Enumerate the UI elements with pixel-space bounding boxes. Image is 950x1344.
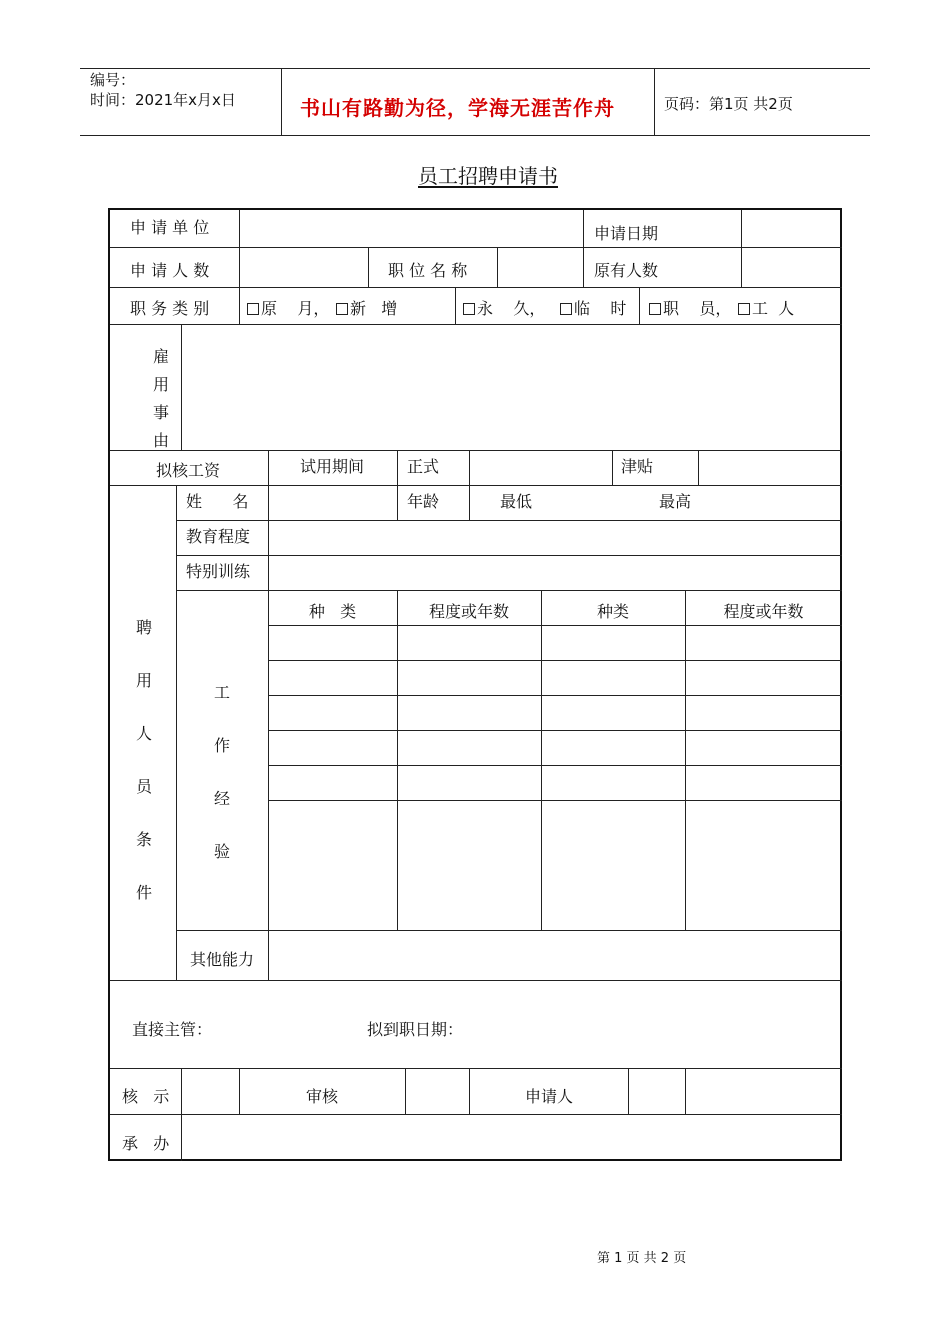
age-min-label: 最低 [500, 492, 533, 511]
special-training-label: 特别训练 [186, 562, 251, 581]
page-footer: 第 1 页 共 2 页 [597, 1251, 687, 1266]
review-label: 审核 [306, 1087, 339, 1106]
checkbox-permanent[interactable]: 永 久， [463, 299, 545, 319]
handler-label: 承 办 [122, 1134, 170, 1153]
original-count-label: 原有人数 [594, 261, 659, 280]
allowance-label: 津贴 [621, 457, 654, 476]
checkbox-worker[interactable]: 工 人 [738, 299, 794, 319]
application-form [108, 208, 842, 1161]
checkbox-icon [247, 303, 259, 315]
apply-date-label: 申请日期 [594, 224, 659, 243]
job-category-label: 职 务 类 别 [130, 299, 210, 318]
checkbox-icon [738, 303, 750, 315]
col-type-1: 种 类 [308, 602, 357, 621]
position-name-label: 职 位 名 称 [388, 261, 468, 280]
apply-count-label: 申 请 人 数 [130, 261, 210, 280]
checkbox-staff[interactable]: 职 员， [649, 299, 731, 319]
age-label: 年龄 [407, 492, 440, 511]
checkbox-original[interactable]: 原 月， [247, 299, 329, 319]
motto: 书山有路勤为径，学海无涯苦作舟 [300, 96, 615, 120]
col-degree-1: 程度或年数 [428, 602, 509, 621]
page-title: 员工招聘申请书 [418, 164, 558, 188]
work-experience-label: 工 作 经 验 [213, 683, 230, 861]
col-degree-2: 程度或年数 [723, 602, 804, 621]
checkbox-icon [649, 303, 661, 315]
probation-label: 试用期间 [300, 457, 365, 476]
direct-supervisor-label: 直接主管： [132, 1020, 213, 1039]
applicant-label: 申请人 [525, 1087, 574, 1106]
age-max-label: 最高 [659, 492, 692, 511]
time-label: 时间：2021年x月x日 [90, 91, 236, 109]
name-label: 姓 名 [186, 492, 249, 511]
checkbox-icon [463, 303, 475, 315]
checkbox-temporary[interactable]: 临 时 [560, 299, 626, 319]
page-label: 页码：第1页 共2页 [664, 95, 793, 113]
apply-unit-label: 申 请 单 位 [130, 218, 210, 237]
proposed-salary-label: 拟核工资 [156, 461, 221, 480]
checkbox-new[interactable]: 新 增 [336, 299, 397, 319]
number-label: 编号： [90, 71, 136, 89]
formal-label: 正式 [407, 457, 440, 476]
col-type-2: 种类 [596, 602, 629, 621]
education-label: 教育程度 [186, 527, 251, 546]
approve-label: 核 示 [122, 1087, 170, 1106]
hire-reason-label: 雇 用 事 由 [152, 347, 169, 450]
checkbox-icon [560, 303, 572, 315]
arrival-date-label: 拟到职日期： [367, 1020, 464, 1039]
requirements-label: 聘 用 人 员 条 件 [135, 618, 152, 902]
checkbox-icon [336, 303, 348, 315]
other-abilities-label: 其他能力 [190, 950, 255, 969]
